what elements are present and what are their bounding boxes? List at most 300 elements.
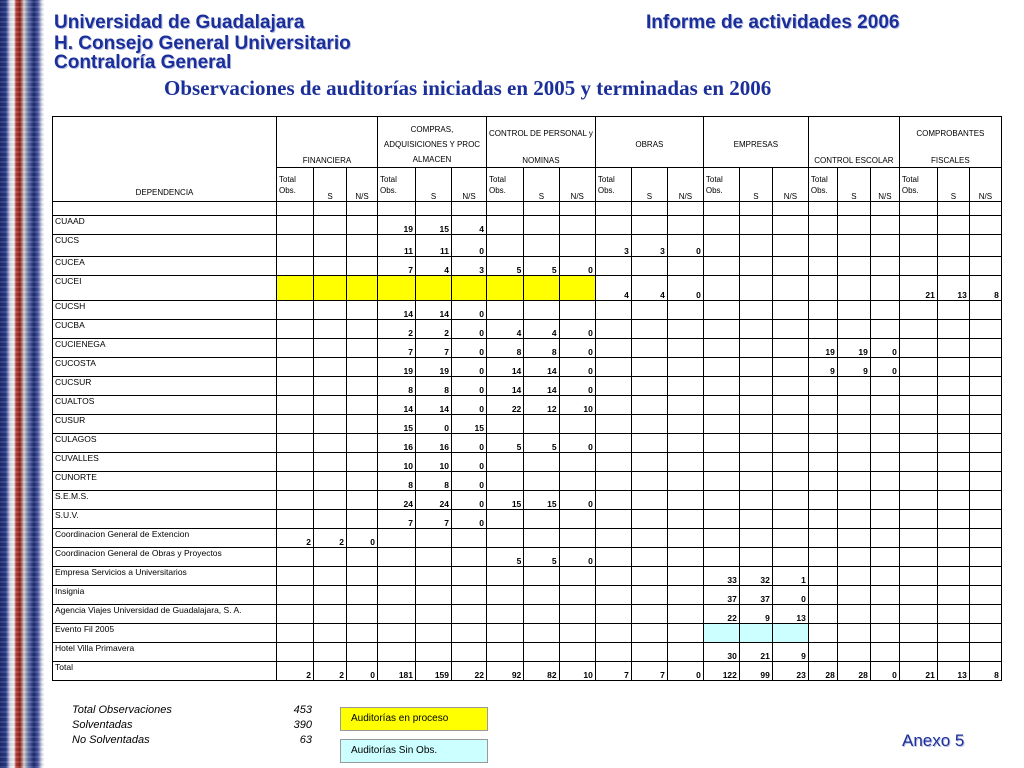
data-cell: 11 (416, 235, 452, 257)
sub-header-total (378, 168, 416, 202)
data-cell (277, 377, 314, 396)
data-cell: 122 (703, 662, 739, 681)
data-cell (416, 624, 452, 643)
data-cell (595, 510, 631, 529)
data-cell: 5 (487, 434, 524, 453)
data-cell: 4 (452, 216, 487, 235)
data-cell (347, 548, 378, 567)
sub-header-total (595, 168, 631, 202)
data-cell (937, 216, 969, 235)
data-cell (772, 339, 808, 358)
data-cell (899, 216, 937, 235)
data-cell: 7 (416, 339, 452, 358)
data-cell (277, 434, 314, 453)
data-cell (314, 415, 347, 434)
data-cell (937, 510, 969, 529)
group-header-line: COMPROBANTES (916, 129, 985, 138)
data-cell (772, 529, 808, 548)
data-cell (703, 434, 739, 453)
data-cell (595, 257, 631, 276)
data-cell: 8 (969, 662, 1001, 681)
summary-total-label: Total Observaciones (72, 704, 172, 716)
data-cell: 0 (559, 434, 595, 453)
data-cell (631, 624, 667, 643)
data-cell (524, 472, 559, 491)
empty-cell (487, 202, 524, 216)
sub-header-total (808, 168, 837, 202)
data-cell: 159 (416, 662, 452, 681)
empty-cell (703, 202, 739, 216)
data-cell: 5 (524, 548, 559, 567)
table-row (53, 377, 1002, 396)
data-cell (739, 320, 772, 339)
data-cell (937, 358, 969, 377)
data-cell (347, 472, 378, 491)
data-cell (808, 529, 837, 548)
data-cell (347, 377, 378, 396)
empty-cell (314, 202, 347, 216)
data-cell (739, 301, 772, 320)
data-cell: 2 (416, 320, 452, 339)
data-cell (487, 301, 524, 320)
legend-no-observations: Auditorías Sin Obs. (340, 739, 488, 763)
data-cell (703, 624, 739, 643)
data-cell (631, 605, 667, 624)
data-cell (487, 472, 524, 491)
data-cell (631, 320, 667, 339)
data-cell (487, 235, 524, 257)
data-cell: 0 (559, 377, 595, 396)
group-header-line: OBRAS (635, 140, 664, 149)
row-label: Insignia (53, 586, 277, 605)
data-cell (524, 216, 559, 235)
data-cell (416, 586, 452, 605)
empty-cell (969, 202, 1001, 216)
sub-header-ns: N/S (870, 168, 899, 202)
data-cell (739, 358, 772, 377)
data-cell (314, 605, 347, 624)
data-cell (667, 491, 703, 510)
data-cell (378, 605, 416, 624)
data-cell: 9 (808, 358, 837, 377)
group-header-line: CONTROL ESCOLAR (814, 156, 894, 165)
data-cell: 21 (899, 276, 937, 301)
data-cell (314, 586, 347, 605)
data-cell (314, 396, 347, 415)
data-cell (969, 472, 1001, 491)
data-cell (808, 216, 837, 235)
data-cell (837, 548, 870, 567)
data-cell: 15 (524, 491, 559, 510)
data-cell (808, 605, 837, 624)
data-cell: 9 (837, 358, 870, 377)
data-cell (559, 643, 595, 662)
data-cell (870, 216, 899, 235)
table-row (53, 235, 1002, 257)
data-cell (899, 301, 937, 320)
data-cell (277, 491, 314, 510)
data-cell (631, 339, 667, 358)
data-cell (667, 472, 703, 491)
data-cell (378, 643, 416, 662)
data-cell (937, 586, 969, 605)
data-cell (837, 434, 870, 453)
data-cell: 13 (772, 605, 808, 624)
data-cell (595, 434, 631, 453)
data-cell (452, 624, 487, 643)
data-cell (937, 605, 969, 624)
data-cell (772, 320, 808, 339)
data-cell (837, 491, 870, 510)
sub-header-ns: N/S (347, 168, 378, 202)
data-cell (870, 276, 899, 301)
table-row (53, 586, 1002, 605)
data-cell (277, 586, 314, 605)
spacer-row (53, 202, 1002, 216)
data-cell: 0 (559, 320, 595, 339)
data-cell (899, 396, 937, 415)
data-cell (870, 548, 899, 567)
sub-header-total-top: Total (810, 174, 828, 184)
data-cell (314, 358, 347, 377)
data-cell: 4 (487, 320, 524, 339)
data-cell (739, 529, 772, 548)
data-cell (347, 586, 378, 605)
data-cell (808, 567, 837, 586)
data-cell (595, 320, 631, 339)
data-cell (314, 276, 347, 301)
data-cell (347, 339, 378, 358)
data-cell (277, 301, 314, 320)
data-cell: 8 (378, 377, 416, 396)
data-cell (739, 491, 772, 510)
data-cell (631, 377, 667, 396)
data-cell: 8 (416, 377, 452, 396)
data-cell: 5 (487, 257, 524, 276)
sub-header-ns: N/S (452, 168, 487, 202)
data-cell (277, 320, 314, 339)
data-cell: 32 (739, 567, 772, 586)
data-cell (808, 643, 837, 662)
data-cell: 0 (452, 453, 487, 472)
data-cell: 0 (870, 662, 899, 681)
data-cell (595, 491, 631, 510)
sub-header-total (277, 168, 314, 202)
data-cell (314, 377, 347, 396)
data-cell (808, 257, 837, 276)
data-cell (808, 491, 837, 510)
row-label: CUCOSTA (53, 358, 277, 377)
empty-cell (452, 202, 487, 216)
office-name: Contraloría General (54, 52, 232, 73)
data-cell (667, 529, 703, 548)
data-cell: 14 (524, 377, 559, 396)
data-cell: 0 (559, 548, 595, 567)
group-header-personal (487, 117, 596, 168)
summary-block (72, 704, 312, 749)
data-cell (969, 491, 1001, 510)
data-cell (277, 216, 314, 235)
data-cell (739, 453, 772, 472)
legend-in-process: Auditorías en proceso (340, 707, 488, 731)
data-cell: 11 (378, 235, 416, 257)
data-cell (452, 548, 487, 567)
data-cell (937, 529, 969, 548)
data-cell (595, 567, 631, 586)
data-cell (631, 548, 667, 567)
dependencia-header: DEPENDENCIA (53, 117, 277, 202)
data-cell (703, 276, 739, 301)
data-cell: 14 (378, 301, 416, 320)
data-cell (667, 339, 703, 358)
data-cell (703, 257, 739, 276)
data-cell (314, 472, 347, 491)
data-cell: 14 (416, 301, 452, 320)
data-cell (559, 472, 595, 491)
sub-header-total-top: Total (705, 174, 723, 184)
data-cell (277, 510, 314, 529)
data-cell (347, 491, 378, 510)
data-cell (739, 434, 772, 453)
data-cell: 0 (559, 358, 595, 377)
data-cell: 9 (739, 605, 772, 624)
data-cell: 0 (667, 662, 703, 681)
sub-header-s: S (416, 168, 452, 202)
row-label: CUCS (53, 235, 277, 257)
data-cell (524, 586, 559, 605)
data-cell (969, 301, 1001, 320)
data-cell (667, 548, 703, 567)
data-cell (703, 415, 739, 434)
data-cell (347, 216, 378, 235)
group-header-line: EMPRESAS (733, 140, 779, 149)
data-cell (524, 624, 559, 643)
data-cell (524, 605, 559, 624)
table-row (53, 472, 1002, 491)
row-label: Agencia Viajes Universidad de Guadalajara, S. A. (53, 605, 277, 624)
sub-header-s: S (739, 168, 772, 202)
data-cell (378, 567, 416, 586)
data-cell (667, 415, 703, 434)
data-cell: 21 (739, 643, 772, 662)
data-cell (487, 605, 524, 624)
data-cell (808, 320, 837, 339)
data-cell (937, 472, 969, 491)
data-cell: 0 (559, 339, 595, 358)
data-cell: 12 (524, 396, 559, 415)
summary-total-row (72, 704, 312, 719)
data-cell (870, 377, 899, 396)
data-cell (772, 358, 808, 377)
data-cell (937, 491, 969, 510)
group-header-line: ADQUISICIONES Y PROC (383, 140, 481, 149)
data-cell (347, 257, 378, 276)
data-cell (378, 276, 416, 301)
data-cell: 33 (703, 567, 739, 586)
data-cell (314, 216, 347, 235)
data-cell (559, 415, 595, 434)
data-cell (870, 624, 899, 643)
data-cell (487, 453, 524, 472)
data-cell (416, 643, 452, 662)
data-cell (416, 548, 452, 567)
data-cell (452, 586, 487, 605)
data-cell (899, 624, 937, 643)
data-cell (772, 216, 808, 235)
data-cell (378, 586, 416, 605)
empty-cell (899, 202, 937, 216)
data-cell (314, 624, 347, 643)
sub-header-total-bottom: Obs. (279, 185, 296, 195)
data-cell: 16 (378, 434, 416, 453)
data-cell: 15 (452, 415, 487, 434)
table-row (53, 548, 1002, 567)
data-cell (631, 434, 667, 453)
data-cell: 37 (739, 586, 772, 605)
data-cell (937, 643, 969, 662)
data-cell (595, 339, 631, 358)
data-cell (277, 396, 314, 415)
data-cell (969, 548, 1001, 567)
row-label: Empresa Servicios a Universitarios (53, 567, 277, 586)
data-cell (631, 415, 667, 434)
data-cell: 2 (277, 529, 314, 548)
data-cell (969, 453, 1001, 472)
group-header-line: NOMINAS (522, 156, 560, 165)
summary-solved-value: 390 (293, 719, 312, 731)
sub-header-total-top: Total (901, 174, 919, 184)
data-cell (524, 529, 559, 548)
data-cell (870, 415, 899, 434)
annex-label: Anexo 5 (902, 731, 965, 750)
data-cell: 19 (837, 339, 870, 358)
data-cell (347, 396, 378, 415)
data-cell (487, 415, 524, 434)
table-row (53, 415, 1002, 434)
data-cell (837, 235, 870, 257)
data-cell: 0 (452, 235, 487, 257)
data-cell (969, 434, 1001, 453)
data-cell: 8 (524, 339, 559, 358)
data-cell (487, 510, 524, 529)
data-cell: 22 (487, 396, 524, 415)
data-cell (899, 643, 937, 662)
data-cell: 0 (559, 257, 595, 276)
sub-header-total-bottom: Obs. (489, 185, 506, 195)
data-cell (870, 434, 899, 453)
data-cell (808, 472, 837, 491)
data-cell: 15 (416, 216, 452, 235)
table-row (53, 320, 1002, 339)
data-cell: 8 (416, 472, 452, 491)
data-cell (739, 510, 772, 529)
data-cell (937, 567, 969, 586)
data-cell (772, 415, 808, 434)
data-cell (667, 257, 703, 276)
row-label: CUCBA (53, 320, 277, 339)
data-cell (703, 320, 739, 339)
empty-cell (378, 202, 416, 216)
sub-header-s: S (631, 168, 667, 202)
row-label: CUSUR (53, 415, 277, 434)
data-cell (937, 339, 969, 358)
data-cell (452, 643, 487, 662)
data-cell: 14 (524, 358, 559, 377)
data-cell (870, 453, 899, 472)
data-cell (487, 216, 524, 235)
data-cell (870, 586, 899, 605)
table-row (53, 624, 1002, 643)
data-cell (739, 257, 772, 276)
data-cell (277, 472, 314, 491)
data-cell (667, 358, 703, 377)
data-cell (739, 548, 772, 567)
sub-header-total-top: Total (380, 174, 397, 184)
row-label: CUCSH (53, 301, 277, 320)
data-cell (739, 235, 772, 257)
data-cell (631, 301, 667, 320)
sub-header-total (487, 168, 524, 202)
data-cell (277, 567, 314, 586)
data-cell (808, 548, 837, 567)
sub-header-ns: N/S (559, 168, 595, 202)
data-cell (837, 472, 870, 491)
data-cell (559, 510, 595, 529)
row-label: Hotel Villa Primavera (53, 643, 277, 662)
data-cell (416, 567, 452, 586)
data-cell: 14 (487, 377, 524, 396)
data-cell (667, 434, 703, 453)
data-cell (969, 358, 1001, 377)
data-cell (969, 605, 1001, 624)
data-cell (559, 624, 595, 643)
data-cell: 14 (378, 396, 416, 415)
data-cell (870, 567, 899, 586)
data-cell (487, 529, 524, 548)
row-label: CUALTOS (53, 396, 277, 415)
data-cell: 30 (703, 643, 739, 662)
data-cell (524, 643, 559, 662)
data-cell (937, 377, 969, 396)
data-cell (969, 529, 1001, 548)
data-cell: 15 (378, 415, 416, 434)
row-label: CUAAD (53, 216, 277, 235)
data-cell (667, 301, 703, 320)
data-cell (347, 434, 378, 453)
data-cell (870, 491, 899, 510)
data-cell: 5 (487, 548, 524, 567)
data-cell (937, 320, 969, 339)
data-cell (595, 586, 631, 605)
data-cell: 14 (487, 358, 524, 377)
data-cell (870, 529, 899, 548)
data-cell (452, 529, 487, 548)
table-row (53, 216, 1002, 235)
table-row (53, 510, 1002, 529)
data-cell (631, 358, 667, 377)
data-cell (559, 605, 595, 624)
data-cell: 24 (416, 491, 452, 510)
empty-cell (739, 202, 772, 216)
data-cell (347, 643, 378, 662)
data-cell (595, 396, 631, 415)
data-cell: 4 (524, 320, 559, 339)
empty-cell (524, 202, 559, 216)
data-cell (703, 339, 739, 358)
data-cell (969, 216, 1001, 235)
data-cell (739, 377, 772, 396)
data-cell: 10 (378, 453, 416, 472)
